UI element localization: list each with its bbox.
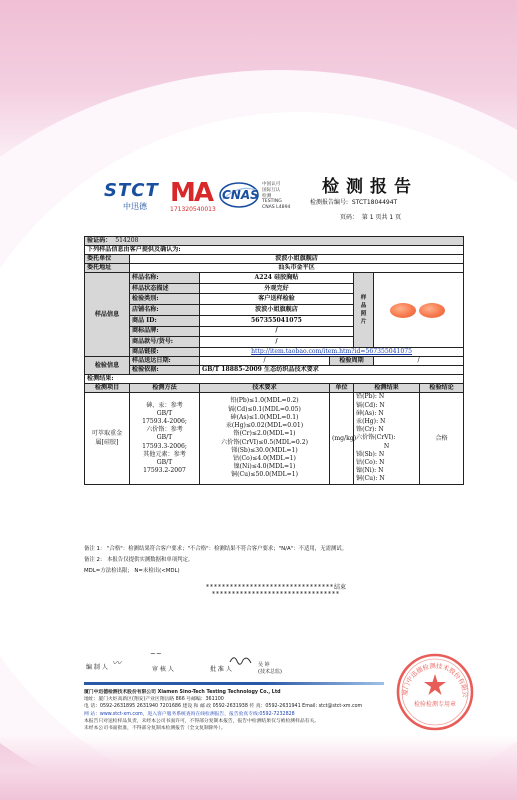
stct-logo: STCT 中迅德 xyxy=(104,180,159,211)
test-results: 铅(Pb): N 镉(Cd): N 砷(As): N 汞(Hg): N 铬(Cr): N 六价铬(CrVI): N 锑(Sb): N 钴(Co): N 镍(Ni): N 铜(Cu): N xyxy=(354,393,420,485)
sample-pad-left xyxy=(390,303,416,318)
sample-info-label: 样品信息 xyxy=(85,273,130,357)
reviewer-label: 审 核 人 xyxy=(152,666,174,673)
prepared-by-label: 编 制 人 xyxy=(86,664,108,671)
ma-number: 171320540013 xyxy=(170,206,216,213)
cnas-logo: CNAS xyxy=(218,180,260,210)
sample-photo xyxy=(374,273,464,348)
approver-info: 吴 婷 (技术总监) xyxy=(258,662,282,675)
verify-row: 验证码： 514208 xyxy=(85,237,464,246)
cma-logo xyxy=(170,180,216,218)
results-row xyxy=(85,393,464,485)
results-label: 检测结果: xyxy=(85,375,464,384)
unit: (mg/kg) xyxy=(330,393,354,485)
footer-address: 地址：厦门火炬高新区(翔安)产业区翔岳路 866 号邮编：361100 xyxy=(84,697,224,703)
arrival-row: 检验信息 样品送达日期: / 检验周期 / xyxy=(85,357,464,366)
product-link-row: 商品链接: http://item.taobao.com/item.htm?id=567355041075 xyxy=(85,348,464,357)
inspect-info-label: 检验信息 xyxy=(85,357,130,375)
svg-text:检验检测专用章: 检验检测专用章 xyxy=(413,701,457,708)
report-title: 检测报告 xyxy=(322,177,418,197)
footer-disclaimer-1: 本报告只对送检样品负责，未经本公司书面许可，不得部分复制本报告，报告中检测结果仅与被检测样品有关。 xyxy=(84,718,320,724)
footer-company: 厦门中迅德检测技术股份有限公司 Xiamen Sino-Tech Testing Technology Co., Ltd xyxy=(84,690,281,695)
technical-requirements: 铅(Pb)≤1.0(MDL=0.2) 镉(Cd)≤0.1(MDL=0.05) 砷(As)≤1.0(MDL=0.1) 汞(Hg)≤0.02(MDL=0.01) 铬(Cr)≤2.0(MDL=1) 六价铬(CrVI)≤0.5(MDL=0.2) 锑(Sb)≤30.0(MDL=1) 钴(Co)≤4.0(MDL=1) 镍(Ni)≤4.0(MDL=1) 铜(Cu)≤50.0(MDL=1) xyxy=(200,393,330,485)
basis-value: GB/T 18885-2009 生态纺织品技术要求 xyxy=(200,366,464,375)
client-unit-row: 委托单位 波波小姐旗舰店 xyxy=(85,255,464,264)
sample-row: 商品 ID: 567355041075 xyxy=(85,315,464,326)
cnas-caption: 中国认可 国际互认 检测 TESTING CNAS L4894 xyxy=(262,182,291,211)
client-note: 下列样品信息由客户提供及确认为: xyxy=(85,246,464,255)
results-header-row: 检测项目 检测方法 技术要求 单位 检测结果 检验结论 xyxy=(85,384,464,393)
client-address: 汕头市金平区 xyxy=(130,264,464,273)
end-marker: ********************************结束******************************** xyxy=(205,584,346,598)
client-unit: 波波小姐旗舰店 xyxy=(130,255,464,264)
sample-row: 检验类别: 客户送样检验 xyxy=(85,294,464,305)
prepared-by-signature: 〰 xyxy=(112,659,122,669)
approver-label: 批 准 人 xyxy=(210,666,232,673)
conclusion: 合格 xyxy=(420,393,464,485)
client-address-row: 委托地址 汕头市金平区 xyxy=(85,264,464,273)
svg-text:厦门中迅德检测技术股份有限公司: 厦门中迅德检测技术股份有限公 xyxy=(400,661,470,698)
report-table xyxy=(84,236,464,485)
product-link[interactable]: http://item.taobao.com/item.htm?id=567355041075 xyxy=(251,348,413,355)
reviewer-signature: ~~ xyxy=(150,650,162,658)
footer xyxy=(84,689,384,732)
test-method: 砷、汞：参考 GB/T 17593.4-2006; 六价铬：参考 GB/T 17593.3-2006; 其他元素：参考 GB/T 17593.2-2007 xyxy=(130,393,200,485)
basis-row: 检验依据: GB/T 18885-2009 生态纺织品技术要求 xyxy=(85,366,464,375)
approver-signature xyxy=(228,652,254,671)
footer-divider xyxy=(84,682,384,685)
footer-disclaimer-2: 未经本公司书面批准，不得部分复制本检测报告（全文复制除外）。 xyxy=(84,726,226,732)
official-seal xyxy=(395,652,475,732)
sample-row: 样品信息 样品名称: A224 硅胶胸贴 样 品 照 片 xyxy=(85,273,464,284)
sample-row: 店铺名称: 波波小姐旗舰店 xyxy=(85,305,464,316)
footer-phone: 电 话：0592-2631895 2631940 7201686 建设 和 邮 政 0592-2631938 传 真：0592-2631941 Email: stct@stct-xm.com xyxy=(84,704,363,710)
sample-row: 样品状态描述 外观完好 xyxy=(85,283,464,294)
report-number: 检测报告编号: STCT1804494T xyxy=(310,199,398,206)
test-item: 可萃取重金 属[硅胶] xyxy=(85,393,130,485)
page-number: 页码： 第 1 页共 1 页 xyxy=(340,214,402,221)
note-1: 备注 1： "合格"：检测结果符合客户要求；"不合格"：检测结果不符合客户要求；"N/A"：不适用，无需测试。 xyxy=(84,546,348,552)
sample-row: 商标品牌: / xyxy=(85,326,464,337)
sample-pad-right xyxy=(419,303,445,318)
ma-mark: MA xyxy=(170,178,212,208)
footer-website[interactable]: 网 站：www.stct-xm.com，进入客户服务系统查询在线检测报告，报告验真专线:0592-7232828 xyxy=(84,711,295,717)
notes xyxy=(84,544,347,577)
sample-row: 商品款号/货号: / xyxy=(85,337,464,348)
note-2: 备注 2： 本报告仅提供实测数据和单项判定。 xyxy=(84,557,194,563)
verify-code: 514208 xyxy=(115,237,139,244)
photo-label: 样 品 照 片 xyxy=(354,273,374,348)
note-3: MDL=方法检出限； N=未检出(<MDL) xyxy=(84,568,180,574)
